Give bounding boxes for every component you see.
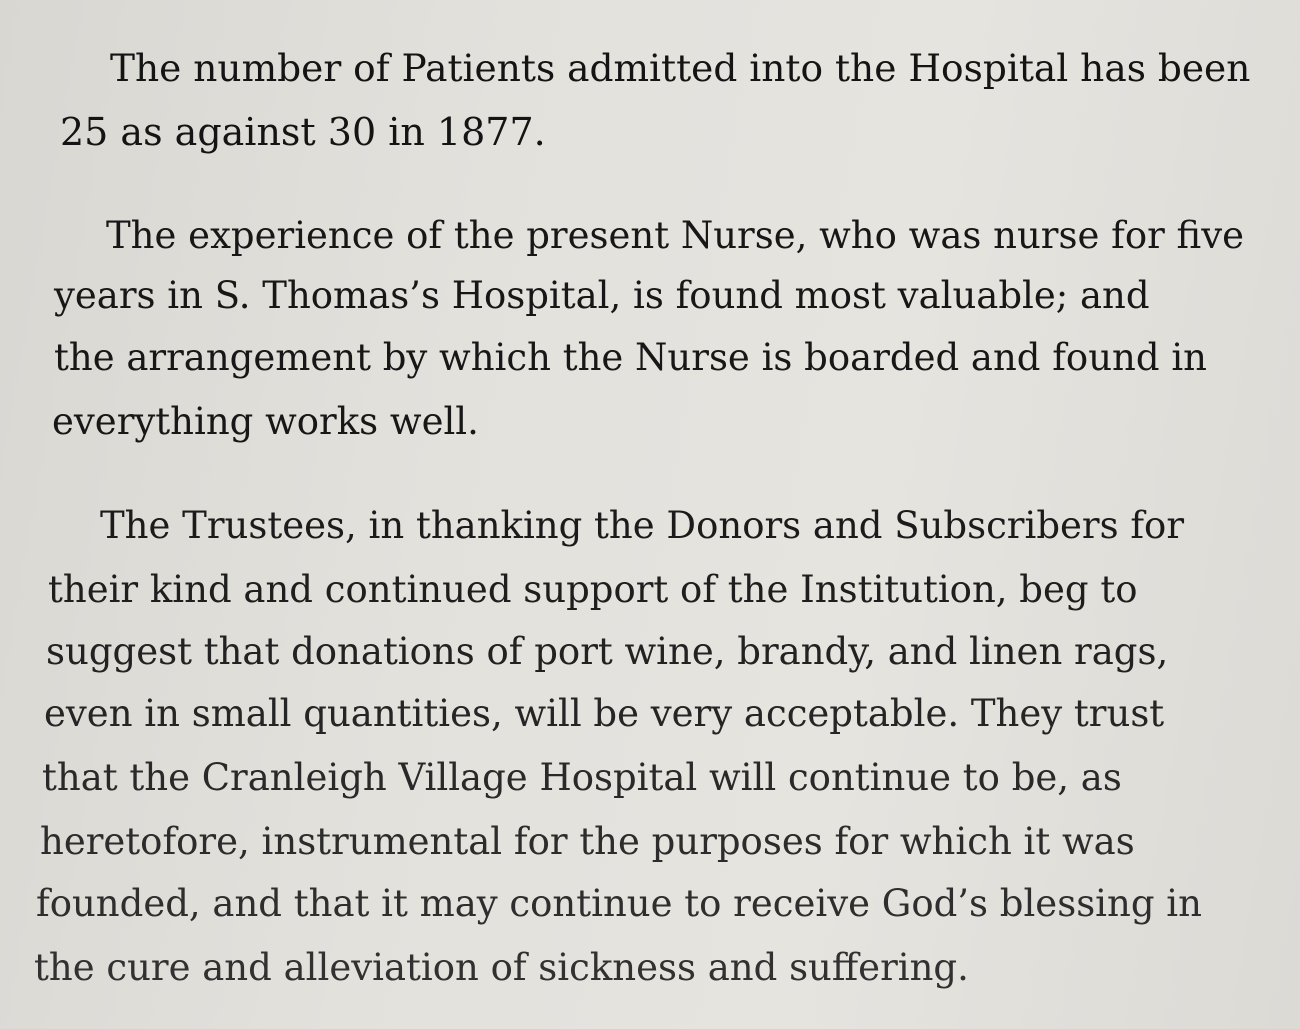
paragraph-2-line-3: the arrangement by which the Nurse is boarded and found in [54, 336, 1207, 379]
paragraph-2-line-4: everything works well. [52, 400, 479, 443]
paragraph-2-line-1: The experience of the present Nurse, who was nurse for five [106, 214, 1245, 257]
paragraph-3-line-3: suggest that donations of port wine, brandy, and linen rags, [46, 630, 1169, 673]
paragraph-1-line-2: 25 as against 30 in 1877. [60, 110, 546, 154]
paragraph-1-line-1: The number of Patients admitted into the Hospital has been [110, 46, 1251, 90]
paragraph-3-line-5: that the Cranleigh Village Hospital will continue to be, as [42, 756, 1122, 799]
paragraph-3-line-4: even in small quantities, will be very acceptable. They trust [44, 692, 1165, 735]
paragraph-3-line-7: founded, and that it may continue to receive God’s blessing in [36, 882, 1202, 925]
paragraph-3-line-1: The Trustees, in thanking the Donors and Subscribers for [100, 504, 1185, 547]
paragraph-3-line-8: the cure and alleviation of sickness and suffering. [34, 946, 969, 989]
paragraph-2-line-2: years in S. Thomas’s Hospital, is found most valuable; and [54, 274, 1150, 317]
paragraph-3-line-2: their kind and continued support of the Institution, beg to [48, 568, 1138, 611]
paragraph-3-line-6: heretofore, instrumental for the purposes for which it was [40, 820, 1135, 863]
